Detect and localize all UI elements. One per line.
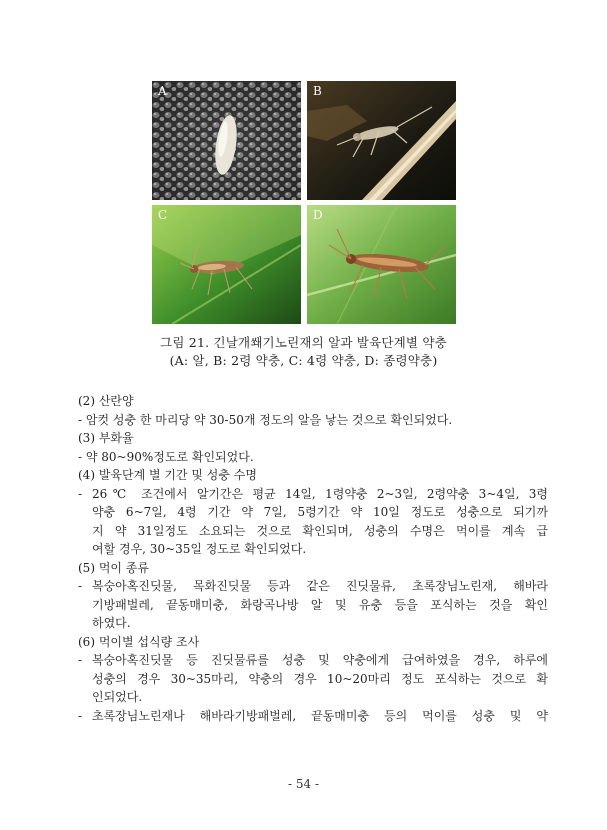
bullet-item	[78, 651, 548, 707]
photo-panel-d-final-instar	[307, 205, 456, 324]
bullet-dash: -	[78, 708, 83, 723]
bullet-dash: -	[78, 653, 83, 667]
section-heading: (3) 부화율	[78, 431, 134, 445]
page-number: - 54 -	[287, 777, 319, 791]
figure-photo-grid	[152, 81, 456, 324]
nymph-on-leaf-photo	[152, 205, 301, 324]
panel-letter-b: B	[313, 84, 322, 98]
photo-panel-a-egg	[152, 81, 301, 200]
figure-caption-legend: (A: 알, B: 2령 약충, C: 4령 약충, D: 종령약충)	[169, 353, 438, 368]
paragraph-line: 26℃ 조건에서 알기간은 평균 14일, 1령약충 2~3일, 2령약충 3~4일, 3령	[92, 486, 548, 501]
panel-letter-d: D	[313, 208, 323, 222]
section-heading: (6) 먹이별 섭식량 조사	[78, 634, 200, 649]
paragraph-line: 인되었다.	[92, 690, 143, 704]
paragraph-line: 기방패벌레, 끝동매미충, 화랑곡나방 알 및 유충 등을 포식하는 것을 확인	[92, 597, 548, 612]
paragraph-line: 복숭아혹진딧물 등 진딧물류를 성충 및 약충에게 급여하였을 경우, 하루에	[92, 653, 548, 667]
paragraph-line: 지 약 31일정도 소요되는 것으로 확인되며, 성충의 수명은 먹이를 계속 급	[92, 523, 548, 538]
paragraph-line: 복숭아혹진딧물, 목화진딧물 등과 같은 진딧물류, 초록장님노린재, 해바라	[92, 579, 548, 593]
photo-panel-c-4th-instar	[152, 205, 301, 324]
figure-caption-title: 그림 21. 긴날개쐐기노린재의 알과 발육단계별 약충	[160, 335, 447, 350]
panel-letter-a: A	[158, 84, 167, 98]
egg-photo	[152, 81, 301, 200]
paragraph-line: 성충의 경우 30~35마리, 약충의 경우 10~20마리 정도 포식하는 것으로 확	[92, 671, 548, 686]
paragraph-line: 약충 6~7일, 4령 기간 약 7일, 5령기간 약 10일 정도로 성충으로 되기까	[92, 505, 548, 519]
paragraph-line: 여할 경우, 30~35일 정도로 확인되었다.	[92, 542, 307, 556]
paragraph-line: 하였다.	[92, 616, 131, 630]
paragraph-line: - 암컷 성충 한 마리당 약 30-50개 정도의 알을 낳는 것으로 확인되었다.	[78, 412, 453, 427]
bullet-item	[78, 577, 548, 633]
section-heading: (5) 먹이 종류	[78, 560, 149, 575]
bullet-dash: -	[78, 579, 83, 593]
bullet-item	[78, 485, 548, 559]
bullet-item	[78, 707, 548, 726]
section-heading: (2) 산란양	[78, 394, 134, 408]
document-body	[78, 392, 548, 725]
paragraph-line: - 약 80~90%정도로 확인되었다.	[78, 449, 254, 464]
paragraph-line: 초록장님노린재나 해바라기방패벌레, 끝동매미충 등의 먹이를 성충 및 약	[92, 708, 548, 723]
final-nymph-on-leaf-photo	[307, 205, 456, 324]
photo-panel-b-2nd-instar	[307, 81, 456, 200]
panel-letter-c: C	[158, 208, 168, 222]
section-heading: (4) 발육단계 별 기간 및 성충 수명	[78, 468, 257, 482]
bullet-dash: -	[78, 486, 83, 501]
nymph-on-stem-photo	[307, 81, 456, 200]
